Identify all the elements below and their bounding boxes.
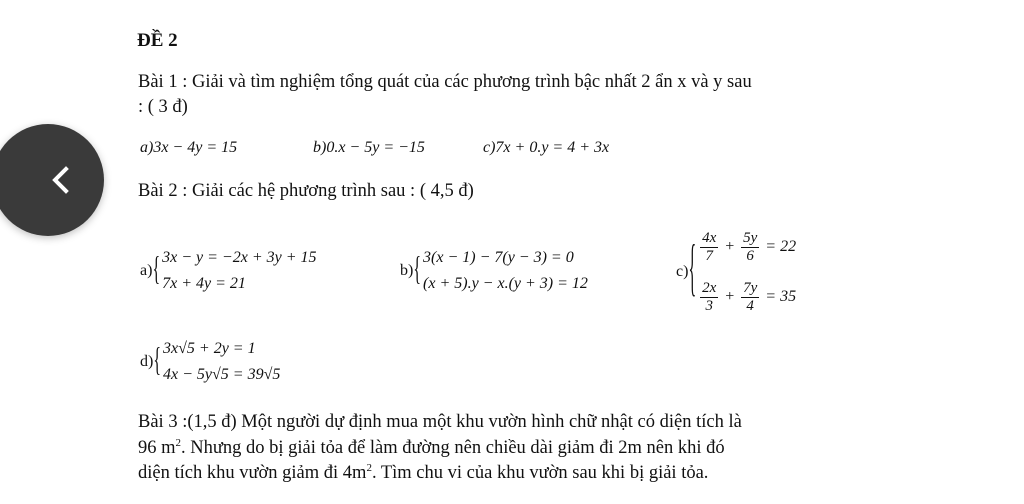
system-a-label: a)	[140, 262, 153, 279]
bai3-line2: 96 $m^2$. Nhưng do bị giải tỏa để làm đường nên chiều dài giảm đi 2m nên khi đó	[138, 437, 725, 459]
bai1-heading: Bài 1 : Giải và tìm nghiệm tổng quát của các phương trình bậc nhất 2 ẩn x và y sau	[138, 72, 752, 92]
bai3-line1: Bài 3 :(1,5 đ) Một người dự định mua một khu vườn hình chữ nhật có diện tích là	[138, 412, 742, 432]
system-d-eq2: 4x − 5y√5 = 39√5	[163, 366, 281, 383]
system-a	[140, 245, 317, 297]
brace: {	[152, 252, 161, 288]
bai2-heading: Bài 2 : Giải các hệ phương trình sau : ( 4,5 đ)	[138, 181, 474, 201]
bai1-eq-a: a)3x − 4y = 15	[140, 139, 238, 156]
system-d-eq1: 3x√5 + 2y = 1	[163, 340, 256, 357]
brace: {	[153, 343, 162, 379]
system-b	[400, 245, 588, 297]
brace: {	[413, 252, 422, 288]
chevron-left-icon	[42, 160, 82, 200]
system-c	[676, 222, 796, 322]
brace: {	[688, 236, 697, 304]
bai1-eq-c: c)7x + 0.y = 4 + 3x	[483, 139, 610, 156]
system-c-eq1: $\frac{4x}{7}$ + $\frac{5y}{6}$ = 22	[702, 229, 797, 264]
system-b-eq1: 3(x − 1) − 7(y − 3) = 0	[423, 249, 574, 266]
page-title: ĐỀ 2	[137, 30, 178, 51]
back-button[interactable]	[0, 124, 104, 236]
system-d	[140, 336, 280, 388]
system-d-label: d)	[140, 353, 154, 370]
bai1-eq-b: b)0.x − 5y = −15	[313, 139, 425, 156]
system-c-label: c)	[676, 263, 689, 280]
system-a-eq2: 7x + 4y = 21	[162, 275, 246, 292]
bai1-points: : ( 3 đ)	[138, 97, 188, 117]
system-b-label: b)	[400, 262, 414, 279]
bai3-line3: diện tích khu vườn giảm đi $4m^2$. Tìm chu vi của khu vườn sau khi bị giải tỏa.	[138, 462, 709, 484]
system-c-eq2: $\frac{2x}{3}$ + $\frac{7y}{4}$ = 35	[702, 279, 797, 314]
system-a-eq1: 3x − y = −2x + 3y + 15	[162, 249, 317, 266]
system-b-eq2: (x + 5).y − x.(y + 3) = 12	[423, 275, 588, 292]
